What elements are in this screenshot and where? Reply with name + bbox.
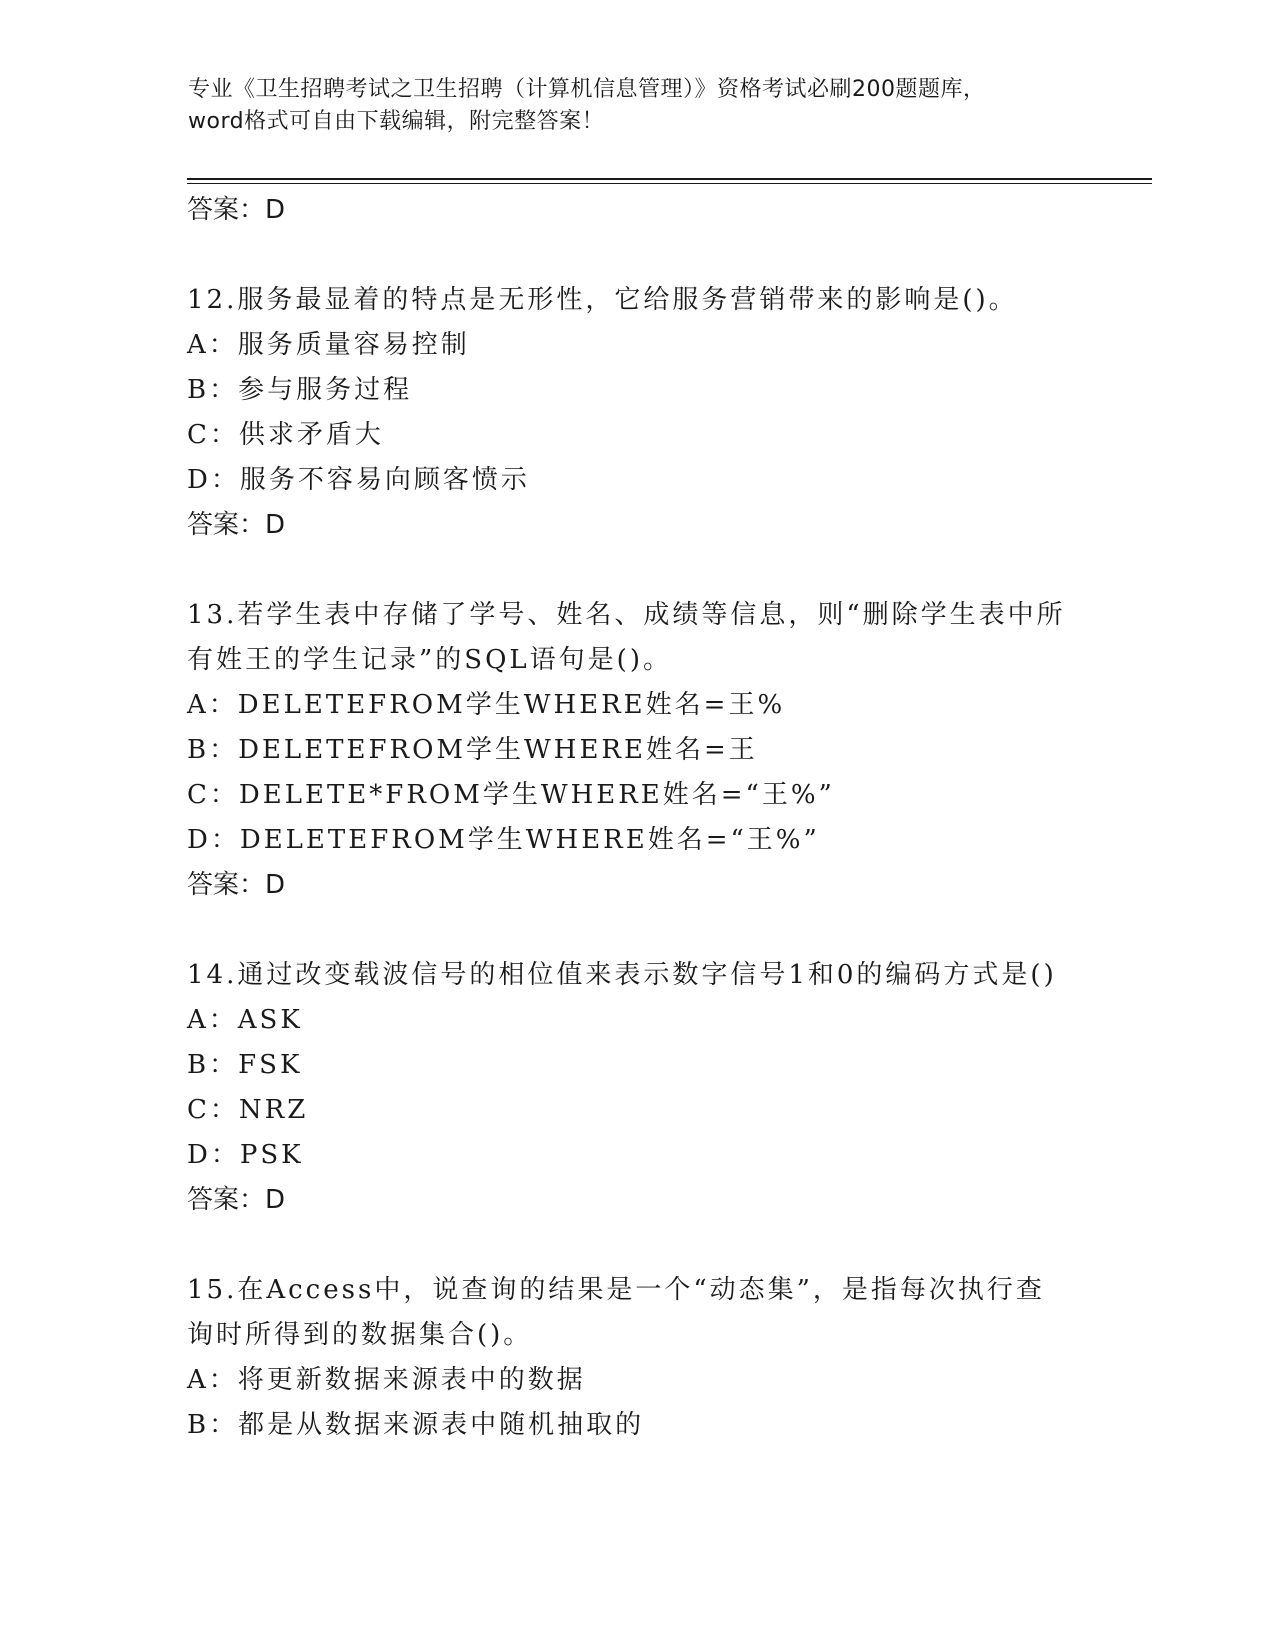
option-d: D：DELETEFROM学生WHERE姓名=“王%”: [187, 825, 820, 855]
answer-label: 答案：D: [187, 195, 286, 225]
option-b: B：参与服务过程: [187, 375, 413, 405]
header-line-2: word格式可自由下载编辑，附完整答案！: [188, 109, 605, 134]
option-c: C：NRZ: [187, 1095, 309, 1125]
header-rule-thin: [187, 183, 1152, 184]
header-line-1: 专业《卫生招聘考试之卫生招聘（计算机信息管理）》资格考试必刷200题题库，: [188, 77, 986, 102]
question-12: [187, 278, 1147, 548]
option-a: A：ASK: [187, 1005, 303, 1035]
option-a: A：DELETEFROM学生WHERE姓名=王%: [187, 690, 786, 720]
question-list: [187, 188, 1147, 1448]
answer-label: 答案：D: [187, 870, 286, 900]
option-a: A：将更新数据来源表中的数据: [187, 1365, 586, 1395]
option-d: D：服务不容易向顾客愤示: [187, 465, 530, 495]
question-stem: 12.服务最显着的特点是无形性，它给服务营销带来的影响是()。: [187, 285, 1018, 315]
spacer: [187, 1223, 1147, 1268]
option-a: A：服务质量容易控制: [187, 330, 470, 360]
question-stem-line-1: 15.在Access中，说查询的结果是一个“动态集”，是指每次执行查: [187, 1275, 1045, 1305]
question-stem-line-1: 13.若学生表中存储了学号、姓名、成绩等信息，则“删除学生表中所: [187, 600, 1066, 630]
option-b: B：FSK: [187, 1050, 303, 1080]
question-stem-line-2: 询时所得到的数据集合()。: [187, 1320, 533, 1350]
spacer: [187, 908, 1147, 953]
spacer: [187, 548, 1147, 593]
answer-label: 答案：D: [187, 1185, 286, 1215]
question-stem-line-2: 有姓王的学生记录”的SQL语句是()。: [187, 645, 672, 675]
question-14: [187, 953, 1147, 1223]
option-c: C：供求矛盾大: [187, 420, 384, 450]
document-header: [188, 74, 1088, 138]
question-15: [187, 1268, 1147, 1448]
spacer: [187, 233, 1147, 278]
question-13: [187, 593, 1147, 908]
question-stem: 14.通过改变载波信号的相位值来表示数字信号1和0的编码方式是(): [187, 960, 1057, 990]
answer-label: 答案：D: [187, 510, 286, 540]
option-b: B：DELETEFROM学生WHERE姓名=王: [187, 735, 758, 765]
option-b: B：都是从数据来源表中随机抽取的: [187, 1410, 645, 1440]
option-d: D：PSK: [187, 1140, 304, 1170]
option-c: C：DELETE*FROM学生WHERE姓名=“王%”: [187, 780, 835, 810]
header-rule-thick: [187, 178, 1152, 180]
